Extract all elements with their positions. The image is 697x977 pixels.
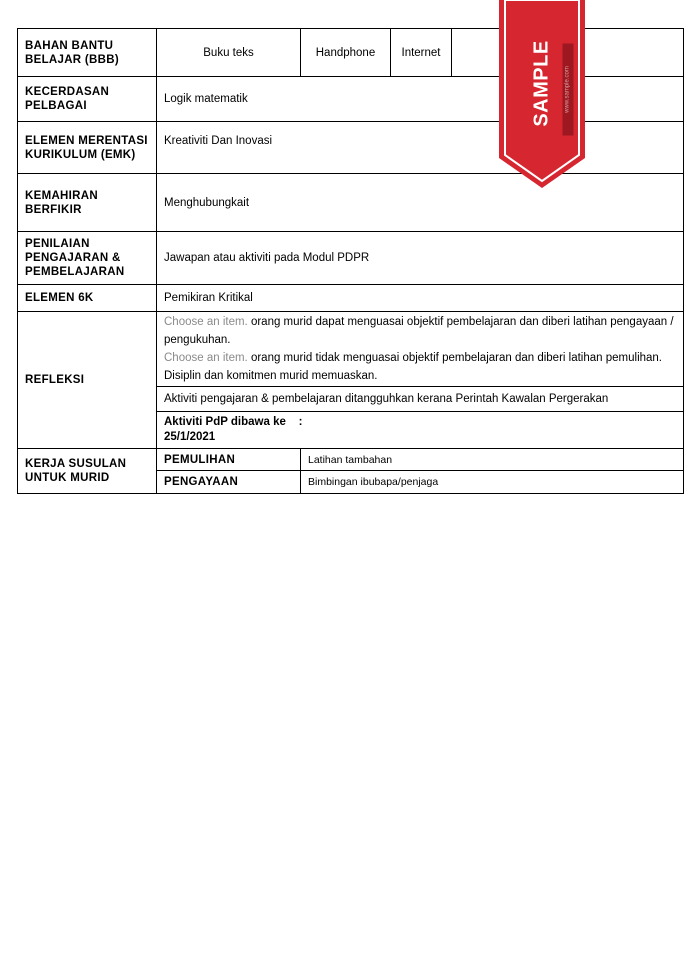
refleksi-line-2 (164, 349, 676, 385)
choose-item-dropdown-2[interactable]: Choose an item. (164, 352, 248, 364)
penilaian-row (18, 232, 684, 285)
watermark-text: SAMPLE (530, 40, 553, 127)
sample-watermark-ribbon (499, 0, 585, 188)
watermark-subtext: www.sample.com (563, 44, 574, 136)
refleksi-statements (157, 312, 684, 387)
choose-item-dropdown-1[interactable]: Choose an item. (164, 316, 248, 328)
bbb-option-buku-teks: Buku teks (157, 29, 301, 77)
kecerdasan-label: KECERDASAN PELBAGAI (18, 77, 157, 122)
penilaian-value: Jawapan atau aktiviti pada Modul PDPR (157, 232, 684, 285)
dibawa-label: Aktiviti PdP dibawa ke (164, 416, 286, 428)
susulan-label: KERJA SUSULAN UNTUK MURID (18, 449, 157, 494)
refleksi-line-1-text: orang murid dapat menguasai objektif pembelajaran dan diberi latihan pengayaan / pengukuhan. (164, 316, 674, 346)
ditangguhkan-text: Aktiviti pengajaran & pembelajaran ditangguhkan kerana Perintah Kawalan Pergerakan (157, 387, 684, 412)
pemulihan-row (18, 449, 684, 471)
bbb-option-handphone: Handphone (301, 29, 391, 77)
dibawa-date: 25/1/2021 (164, 431, 216, 443)
emk-value: Kreativiti Dan Inovasi (157, 122, 684, 174)
penilaian-label: PENILAIAN PENGAJARAN & PEMBELAJARAN (18, 232, 157, 285)
dibawa-colon: : (298, 416, 303, 428)
elemen6k-value: Pemikiran Kritikal (157, 285, 684, 312)
refleksi-line-2-text: orang murid tidak menguasai objektif pembelajaran dan diberi latihan pemulihan. Disiplin dan komitmen murid memuaskan. (164, 352, 663, 382)
bbb-option-internet: Internet (391, 29, 452, 77)
kecerdasan-value: Logik matematik (157, 77, 684, 122)
bbb-label: BAHAN BANTU BELAJAR (BBB) (18, 29, 157, 77)
pemulihan-label: PEMULIHAN (157, 449, 301, 471)
dibawa-cell (157, 412, 684, 449)
pemulihan-value: Latihan tambahan (301, 449, 684, 471)
pengayaan-label: PENGAYAAN (157, 471, 301, 494)
emk-label: ELEMEN MERENTASI KURIKULUM (EMK) (18, 122, 157, 174)
refleksi-line-1 (164, 313, 676, 349)
kemahiran-label: KEMAHIRAN BERFIKIR (18, 174, 157, 232)
elemen6k-label: ELEMEN 6K (18, 285, 157, 312)
pengayaan-value: Bimbingan ibubapa/penjaga (301, 471, 684, 494)
refleksi-row (18, 312, 684, 387)
kemahiran-value: Menghubungkait (157, 174, 684, 232)
refleksi-label: REFLEKSI (18, 312, 157, 449)
elemen6k-row (18, 285, 684, 312)
